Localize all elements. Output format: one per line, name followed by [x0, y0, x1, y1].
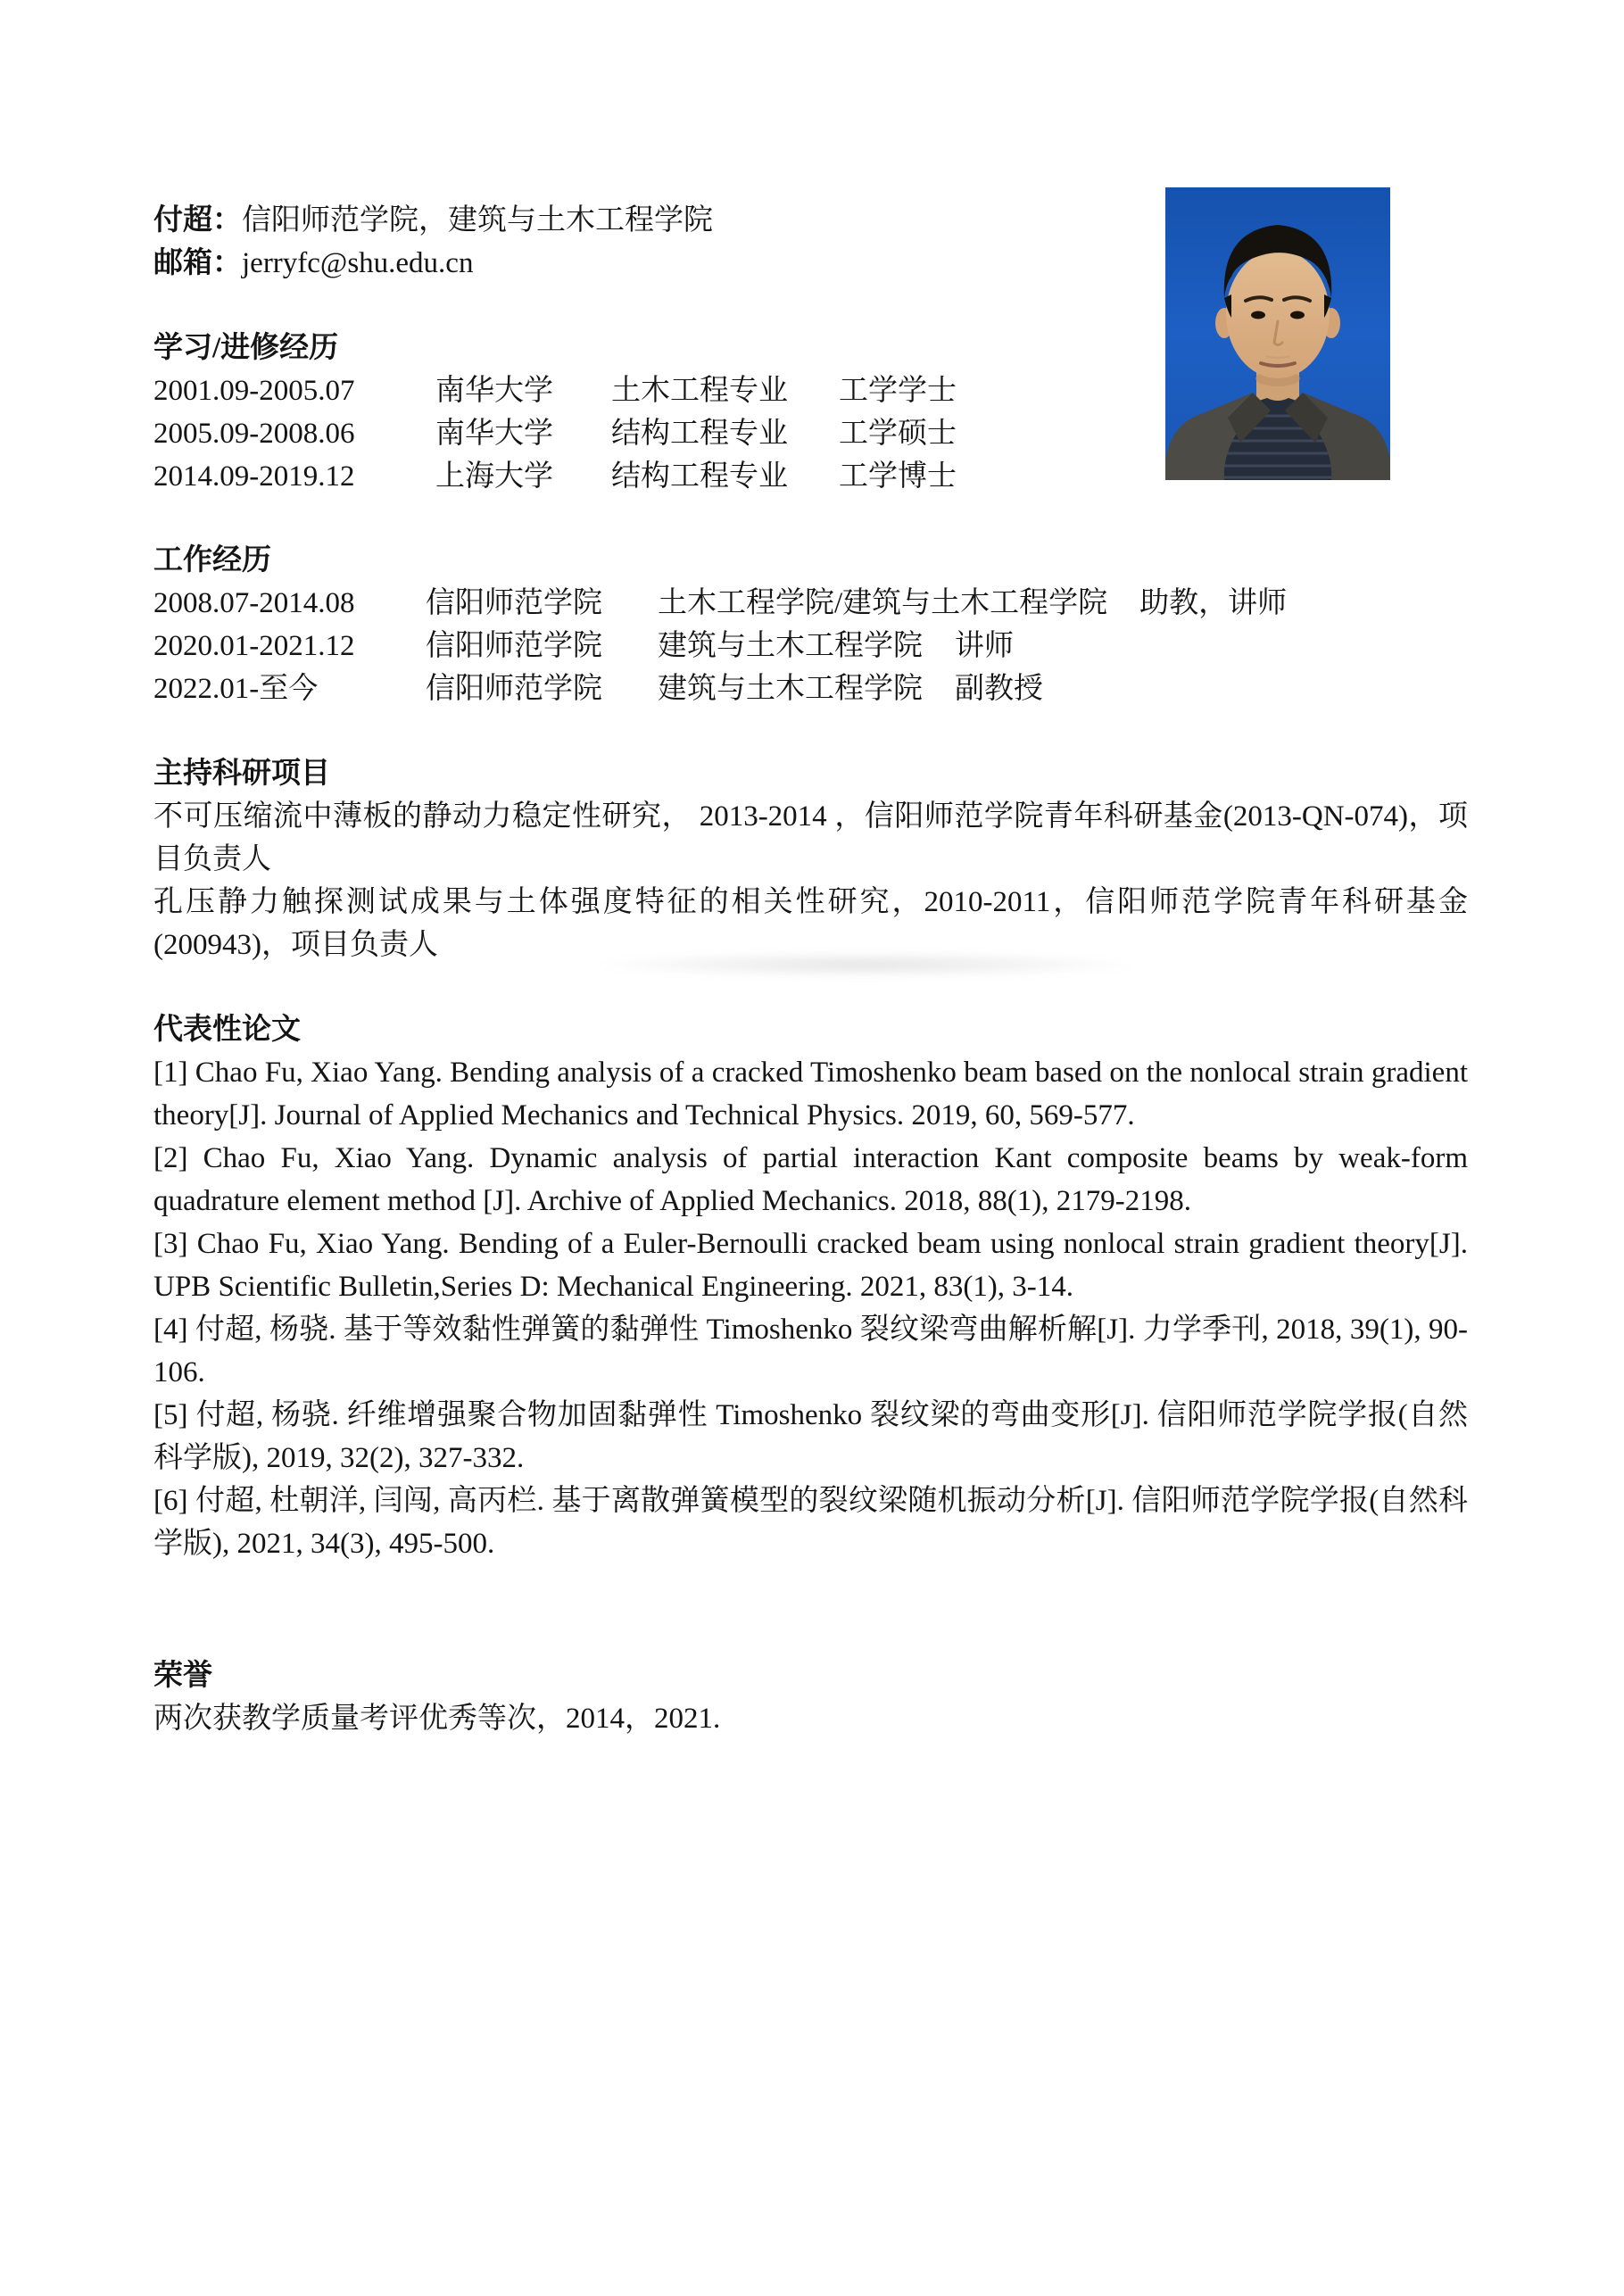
name-line [153, 199, 1468, 242]
work-department: 土木工程学院/建筑与土木工程学院 [658, 587, 1108, 619]
affiliation: 信阳师范学院，建筑与土木工程学院 [242, 204, 713, 236]
edu-major: 结构工程专业 [611, 418, 788, 450]
honors-heading: 荣誉 [153, 1660, 212, 1692]
work-detail [658, 667, 1468, 710]
projects-section [153, 752, 1468, 966]
work-detail [658, 625, 1468, 667]
paper-item: [1] Chao Fu, Xiao Yang. Bending analysis of a cracked Timoshenko beam based on the nonlocal strain gradient theory[J]. Journal of Applied Mechanics and Technical Physics. 2019, 60, 569-577. [153, 1057, 1468, 1131]
education-row [153, 455, 1468, 498]
work-employer: 信阳师范学院 [426, 673, 602, 705]
work-department: 建筑与土木工程学院 [658, 673, 923, 705]
honors-text: 两次获教学质量考评优秀等次，2014，2021. [153, 1703, 721, 1735]
work-row [153, 625, 1468, 667]
work-detail [658, 582, 1468, 625]
edu-degree: 工学硕士 [839, 418, 957, 450]
work-period: 2008.07-2014.08 [153, 587, 355, 619]
edu-degree: 工学学士 [839, 375, 957, 407]
work-title: 讲师 [955, 630, 1014, 662]
edu-school: 上海大学 [435, 460, 553, 493]
education-heading: 学习/进修经历 [153, 332, 339, 364]
project-item: 孔压静力触探测试成果与土体强度特征的相关性研究，2010-2011，信阳师范学院青年科研基金(200943)，项目负责人 [153, 886, 1468, 961]
edu-school: 南华大学 [435, 418, 553, 450]
education-row [153, 412, 1468, 455]
header [153, 199, 1468, 285]
work-row [153, 582, 1468, 625]
work-employer: 信阳师范学院 [426, 630, 602, 662]
education-section [153, 327, 1468, 498]
work-section [153, 539, 1468, 710]
edu-period: 2001.09-2005.07 [153, 375, 355, 407]
email-line [153, 242, 1468, 285]
cv-content [153, 0, 1468, 1740]
edu-period: 2014.09-2019.12 [153, 460, 355, 493]
paper-item: [6] 付超, 杜朝洋, 闫闯, 高丙栏. 基于离散弹簧模型的裂纹梁随机振动分析[J]. 信阳师范学院学报(自然科学版), 2021, 34(3), 495-500. [153, 1485, 1468, 1560]
work-department: 建筑与土木工程学院 [658, 630, 923, 662]
project-item: 不可压缩流中薄板的静动力稳定性研究， 2013-2014 ，信阳师范学院青年科研基金(2013-QN-074)，项目负责人 [153, 800, 1469, 875]
edu-period: 2005.09-2008.06 [153, 418, 355, 450]
email-label: 邮箱： [153, 247, 242, 279]
work-heading: 工作经历 [153, 544, 271, 576]
paper-item: [5] 付超, 杨骁. 纤维增强聚合物加固黏弹性 Timoshenko 裂纹梁的弯曲变形[J]. 信阳师范学院学报(自然科学版), 2019, 32(2), 327-332. [153, 1399, 1468, 1474]
papers-heading: 代表性论文 [153, 1014, 301, 1046]
work-row [153, 667, 1468, 710]
paper-item: [4] 付超, 杨骁. 基于等效黏性弹簧的黏弹性 Timoshenko 裂纹梁弯曲解析解[J]. 力学季刊, 2018, 39(1), 90-106. [153, 1314, 1468, 1388]
paper-item: [3] Chao Fu, Xiao Yang. Bending of a Euler-Bernoulli cracked beam using nonlocal strain gradient theory[J]. UPB Scientific Bulletin,Series D: Mechanical Engineering. 2021, 83(1), 3-14. [153, 1228, 1468, 1303]
paper-item: [2] Chao Fu, Xiao Yang. Dynamic analysis of partial interaction Kant composite beams by weak-form quadrature element method [J]. Archive of Applied Mechanics. 2018, 88(1), 2179-2198. [153, 1142, 1468, 1217]
work-period: 2022.01-至今 [153, 673, 319, 705]
papers-section [153, 1008, 1468, 1565]
work-period: 2020.01-2021.12 [153, 630, 355, 662]
email-value: jerryfc@shu.edu.cn [242, 247, 474, 279]
work-title: 副教授 [955, 673, 1043, 705]
edu-degree: 工学博士 [839, 460, 957, 493]
edu-major: 土木工程专业 [611, 375, 788, 407]
edu-major: 结构工程专业 [611, 460, 788, 493]
education-row [153, 369, 1468, 412]
edu-school: 南华大学 [435, 375, 553, 407]
work-employer: 信阳师范学院 [426, 587, 602, 619]
projects-heading: 主持科研项目 [153, 758, 330, 790]
work-title: 助教，讲师 [1139, 587, 1288, 619]
honors-section [153, 1654, 1468, 1740]
person-name: 付超： [153, 204, 242, 236]
